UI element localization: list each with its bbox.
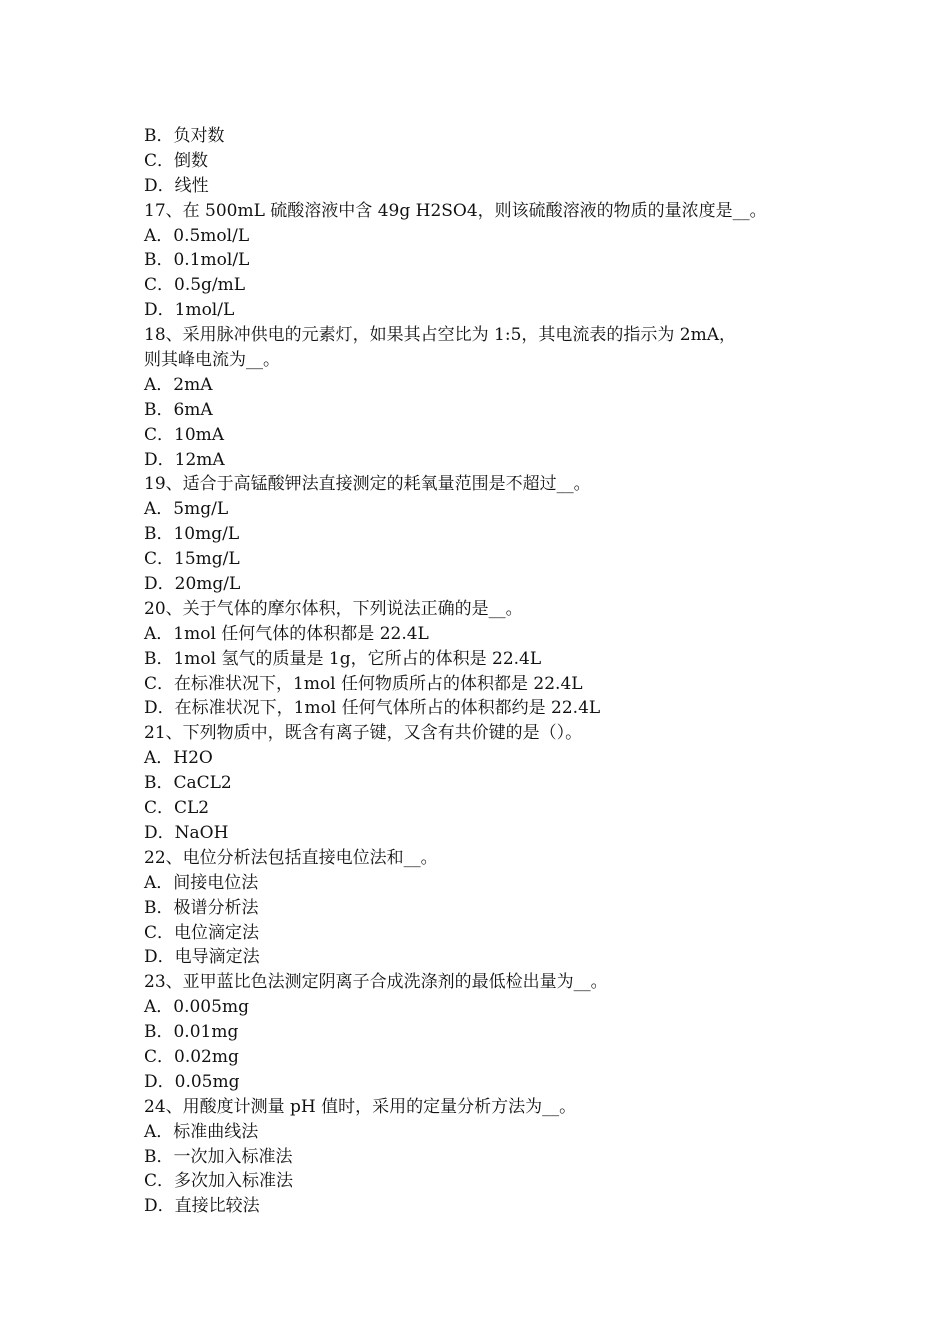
option-c-20: C．在标准状况下，1mol 任何物质所占的体积都是 22.4L [144, 673, 583, 694]
option-c-17: C．0.5g/mL [144, 275, 246, 296]
option-b-22: B．极谱分析法 [144, 897, 259, 918]
option-d-18: D．12mA [144, 449, 225, 470]
option-b-16: B．负对数 [144, 126, 225, 146]
option-a-22: A．间接电位法 [144, 872, 259, 893]
option-d-22: D．电导滴定法 [144, 947, 260, 968]
option-b-20: B．1mol 氢气的质量是 1g，它所占的体积是 22.4L [144, 648, 542, 669]
option-d-17: D．1mol/L [144, 300, 235, 321]
option-c-24: C．多次加入标准法 [144, 1171, 294, 1192]
option-b-21: B．CaCL2 [144, 773, 232, 794]
option-a-21: A．H2O [144, 748, 213, 769]
option-b-17: B．0.1mol/L [144, 250, 250, 271]
option-b-18: B．6mA [144, 399, 213, 420]
question-20: 20、关于气体的摩尔体积，下列说法正确的是__。 [144, 598, 523, 619]
option-c-23: C．0.02mg [144, 1046, 239, 1067]
option-d-16: D．线性 [144, 175, 209, 196]
option-a-17: A．0.5mol/L [144, 225, 250, 246]
option-b-24: B．一次加入标准法 [144, 1146, 293, 1167]
option-a-18: A．2mA [144, 374, 213, 395]
option-c-19: C．15mg/L [144, 549, 240, 570]
question-18-line-1: 18、采用脉冲供电的元素灯，如果其占空比为 1:5，其电流表的指示为 2mA， [144, 325, 737, 346]
option-a-24: A．标准曲线法 [144, 1121, 259, 1142]
question-19: 19、适合于高锰酸钾法直接测定的耗氧量范围是不超过__。 [144, 474, 591, 495]
question-21: 21、下列物质中，既含有离子键，又含有共价键的是（）。 [144, 723, 583, 744]
option-a-19: A．5mg/L [144, 499, 229, 520]
option-b-23: B．0.01mg [144, 1022, 239, 1043]
question-23: 23、亚甲蓝比色法测定阴离子合成洗涤剂的最低检出量为__。 [144, 972, 608, 993]
question-18-line-2: 则其峰电流为__。 [144, 350, 280, 371]
option-d-23: D．0.05mg [144, 1071, 240, 1092]
question-24: 24、用酸度计测量 pH 值时，采用的定量分析方法为__。 [144, 1096, 577, 1117]
option-c-16: C．倒数 [144, 150, 209, 171]
option-c-18: C．10mA [144, 424, 225, 445]
option-a-20: A．1mol 任何气体的体积都是 22.4L [144, 623, 429, 644]
question-17: 17、在 500mL 硫酸溶液中含 49g H2SO4，则该硫酸溶液的物质的量浓度是__。 [144, 200, 767, 221]
option-d-19: D．20mg/L [144, 574, 241, 595]
option-d-20: D．在标准状况下，1mol 任何气体所占的体积都约是 22.4L [144, 698, 601, 719]
option-d-24: D．直接比较法 [144, 1196, 260, 1217]
option-c-21: C．CL2 [144, 798, 210, 819]
option-d-21: D．NaOH [144, 822, 229, 843]
question-22: 22、电位分析法包括直接电位法和__。 [144, 847, 438, 868]
document-page [144, 124, 814, 1219]
option-c-22: C．电位滴定法 [144, 922, 260, 943]
option-a-23: A．0.005mg [144, 997, 249, 1018]
option-b-19: B．10mg/L [144, 524, 240, 545]
